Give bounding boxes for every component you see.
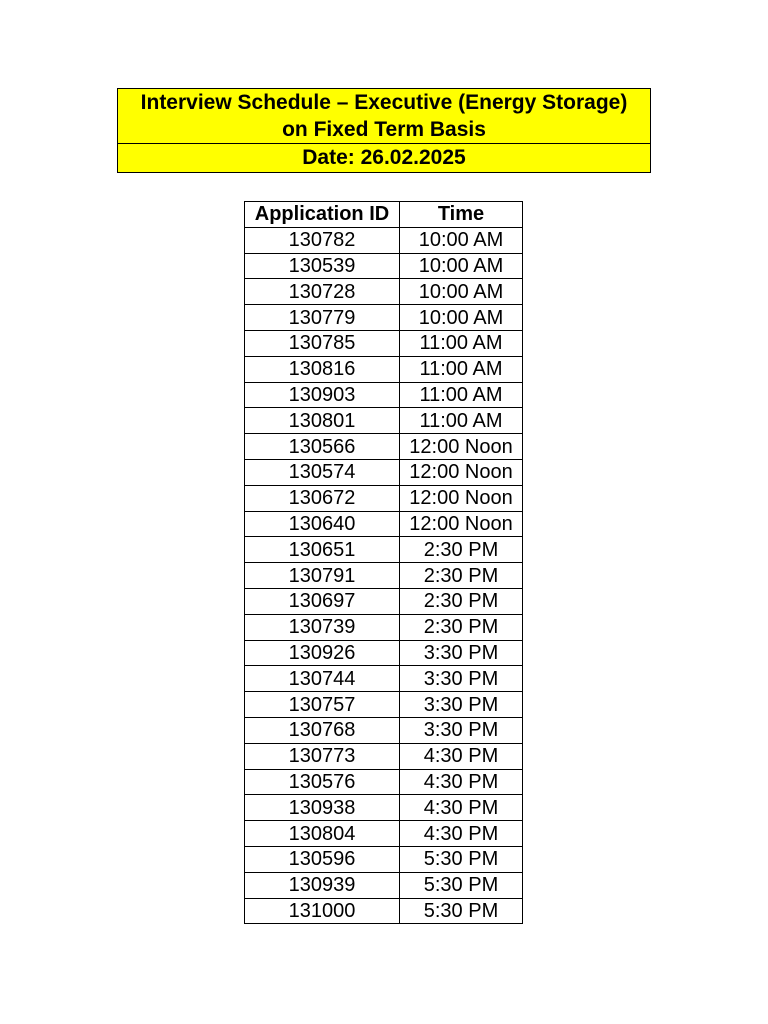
table-row (245, 640, 523, 666)
time-cell: 4:30 PM (400, 743, 523, 769)
time-cell: 10:00 AM (400, 253, 523, 279)
table-row (245, 898, 523, 924)
table-row (245, 279, 523, 305)
table-header-row (245, 202, 523, 228)
table-row (245, 227, 523, 253)
time-cell: 3:30 PM (400, 692, 523, 718)
header-box (117, 88, 651, 173)
table-row (245, 408, 523, 434)
table-row (245, 588, 523, 614)
application-id-cell: 130768 (245, 717, 400, 743)
application-id-cell: 130804 (245, 821, 400, 847)
time-cell: 4:30 PM (400, 821, 523, 847)
application-id-cell: 130791 (245, 563, 400, 589)
application-id-cell: 130728 (245, 279, 400, 305)
time-cell: 12:00 Noon (400, 485, 523, 511)
time-cell: 11:00 AM (400, 408, 523, 434)
table-row (245, 692, 523, 718)
application-id-cell: 130640 (245, 511, 400, 537)
page-title: Interview Schedule – Executive (Energy Storage) on Fixed Term Basis (118, 89, 650, 144)
time-cell: 10:00 AM (400, 227, 523, 253)
application-id-cell: 130773 (245, 743, 400, 769)
table-row (245, 614, 523, 640)
application-id-cell: 130539 (245, 253, 400, 279)
table-body (245, 227, 523, 924)
column-header-application-id: Application ID (245, 202, 400, 228)
application-id-cell: 130939 (245, 872, 400, 898)
time-cell: 11:00 AM (400, 330, 523, 356)
application-id-cell: 130757 (245, 692, 400, 718)
application-id-cell: 130574 (245, 459, 400, 485)
table-row (245, 872, 523, 898)
table-row (245, 330, 523, 356)
application-id-cell: 130785 (245, 330, 400, 356)
table-row (245, 821, 523, 847)
application-id-cell: 131000 (245, 898, 400, 924)
table-row (245, 382, 523, 408)
time-cell: 12:00 Noon (400, 459, 523, 485)
time-cell: 3:30 PM (400, 666, 523, 692)
table-row (245, 795, 523, 821)
time-cell: 2:30 PM (400, 563, 523, 589)
table-row (245, 356, 523, 382)
column-header-time: Time (400, 202, 523, 228)
table-row (245, 537, 523, 563)
time-cell: 4:30 PM (400, 769, 523, 795)
time-cell: 11:00 AM (400, 382, 523, 408)
time-cell: 12:00 Noon (400, 434, 523, 460)
table-row (245, 434, 523, 460)
schedule-table (244, 201, 523, 924)
time-cell: 5:30 PM (400, 846, 523, 872)
time-cell: 5:30 PM (400, 898, 523, 924)
application-id-cell: 130739 (245, 614, 400, 640)
table-row (245, 305, 523, 331)
table-row (245, 563, 523, 589)
table-row (245, 743, 523, 769)
table-row (245, 717, 523, 743)
time-cell: 12:00 Noon (400, 511, 523, 537)
application-id-cell: 130782 (245, 227, 400, 253)
application-id-cell: 130566 (245, 434, 400, 460)
time-cell: 2:30 PM (400, 537, 523, 563)
application-id-cell: 130926 (245, 640, 400, 666)
application-id-cell: 130576 (245, 769, 400, 795)
application-id-cell: 130903 (245, 382, 400, 408)
application-id-cell: 130651 (245, 537, 400, 563)
time-cell: 2:30 PM (400, 588, 523, 614)
time-cell: 2:30 PM (400, 614, 523, 640)
time-cell: 10:00 AM (400, 279, 523, 305)
time-cell: 5:30 PM (400, 872, 523, 898)
application-id-cell: 130779 (245, 305, 400, 331)
application-id-cell: 130801 (245, 408, 400, 434)
time-cell: 4:30 PM (400, 795, 523, 821)
table-row (245, 485, 523, 511)
time-cell: 10:00 AM (400, 305, 523, 331)
application-id-cell: 130697 (245, 588, 400, 614)
table-row (245, 846, 523, 872)
table-row (245, 253, 523, 279)
application-id-cell: 130938 (245, 795, 400, 821)
table-row (245, 511, 523, 537)
time-cell: 11:00 AM (400, 356, 523, 382)
schedule-date: Date: 26.02.2025 (302, 146, 466, 169)
application-id-cell: 130816 (245, 356, 400, 382)
table-row (245, 769, 523, 795)
table-row (245, 459, 523, 485)
time-cell: 3:30 PM (400, 717, 523, 743)
application-id-cell: 130744 (245, 666, 400, 692)
application-id-cell: 130596 (245, 846, 400, 872)
application-id-cell: 130672 (245, 485, 400, 511)
table-row (245, 666, 523, 692)
time-cell: 3:30 PM (400, 640, 523, 666)
